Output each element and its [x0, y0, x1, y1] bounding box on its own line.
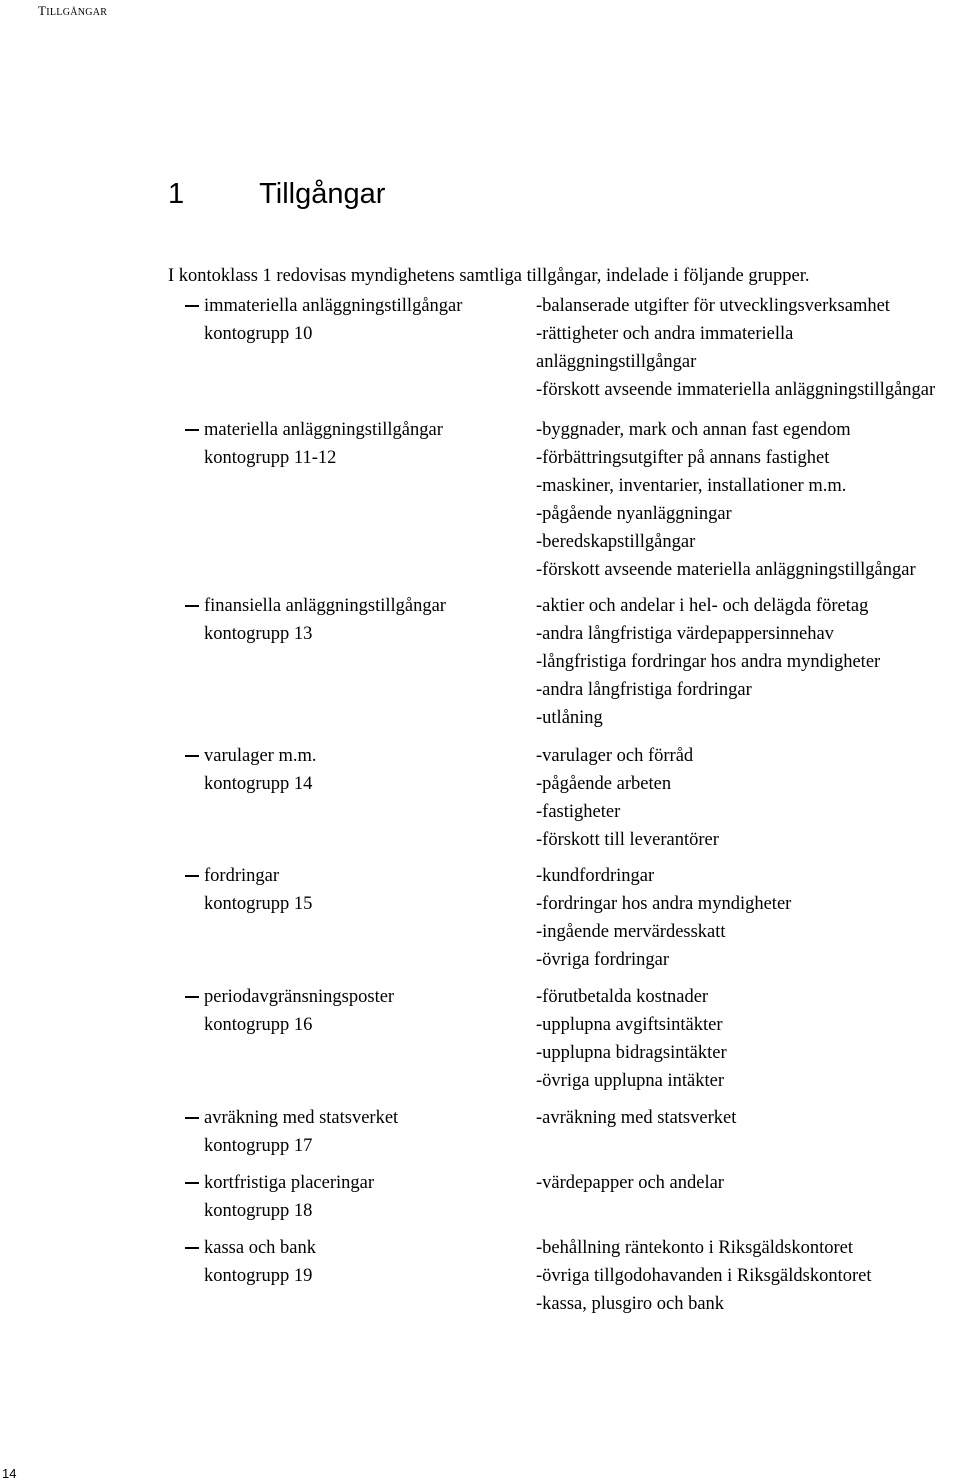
account-item: -behållning räntekonto i Riksgäldskontoret: [536, 1238, 854, 1258]
account-group-title: avräkning med statsverket: [185, 1104, 398, 1132]
account-group-title: periodavgränsningsposter: [185, 983, 394, 1011]
account-group-code: kontogrupp 15: [204, 894, 313, 914]
running-header: [38, 3, 107, 19]
account-group-items: [536, 1104, 736, 1132]
chapter-title: Tillgångar: [259, 178, 386, 210]
account-group-items: [536, 1169, 724, 1197]
account-item: -rättigheter och andra immateriella: [536, 324, 794, 344]
account-group-title: kortfristiga placeringar: [185, 1169, 374, 1197]
account-group-code: kontogrupp 14: [204, 774, 313, 794]
account-item: -byggnader, mark och annan fast egendom: [536, 420, 851, 440]
account-item: -aktier och andelar i hel- och delägda företag: [536, 596, 869, 616]
account-group-title: finansiella anläggningstillgångar: [185, 592, 446, 620]
account-item: -pågående nyanläggningar: [536, 504, 732, 524]
account-item: -fordringar hos andra myndigheter: [536, 894, 792, 914]
account-item: -värdepapper och andelar: [536, 1173, 724, 1193]
account-item: -upplupna bidragsintäkter: [536, 1043, 727, 1063]
running-header-initial: T: [38, 3, 47, 18]
account-item: -förutbetalda kostnader: [536, 987, 709, 1007]
account-group-code: kontogrupp 16: [204, 1015, 313, 1035]
account-group-label: [185, 592, 446, 648]
account-group-items: [536, 1234, 872, 1318]
account-group-items: [536, 742, 719, 854]
account-item: -kassa, plusgiro och bank: [536, 1294, 725, 1314]
account-item: -ingående mervärdesskatt: [536, 922, 726, 942]
account-item: -andra långfristiga värdepappersinnehav: [536, 624, 834, 644]
account-group-code: kontogrupp 13: [204, 624, 313, 644]
account-group-items: [536, 416, 916, 584]
account-group-label: [185, 1104, 398, 1160]
account-group-label: [185, 1169, 374, 1225]
account-group-label: [185, 1234, 316, 1290]
account-item: -beredskapstillgångar: [536, 532, 696, 552]
account-item: -pågående arbeten: [536, 774, 672, 794]
account-group-label: [185, 862, 312, 918]
account-group-items: [536, 862, 791, 974]
account-item: -övriga upplupna intäkter: [536, 1071, 725, 1091]
account-item: -övriga tillgodohavanden i Riksgäldskontoret: [536, 1266, 872, 1286]
page-number: 14: [2, 1466, 17, 1481]
account-group-items: [536, 292, 935, 404]
account-item: -andra långfristiga fordringar: [536, 680, 752, 700]
account-item: -förbättringsutgifter på annans fastighet: [536, 448, 830, 468]
account-group-items: [536, 983, 727, 1095]
chapter-number: 1: [168, 178, 185, 210]
account-item: -varulager och förråd: [536, 746, 694, 766]
account-item: -förskott avseende materiella anläggningstillgångar: [536, 560, 916, 580]
account-group-code: kontogrupp 10: [204, 324, 313, 344]
account-item: -långfristiga fordringar hos andra myndigheter: [536, 652, 881, 672]
account-item: -förskott avseende immateriella anläggningstillgångar: [536, 380, 936, 400]
account-item: -upplupna avgiftsintäkter: [536, 1015, 723, 1035]
account-item: -fastigheter: [536, 802, 621, 822]
account-item: -balanserade utgifter för utvecklingsverksamhet: [536, 296, 890, 316]
account-group-title: materiella anläggningstillgångar: [185, 416, 443, 444]
account-group-title: varulager m.m.: [185, 742, 317, 770]
account-group-title: immateriella anläggningstillgångar: [185, 292, 462, 320]
account-item: -utlåning: [536, 708, 603, 728]
account-group-label: [185, 416, 443, 472]
account-group-code: kontogrupp 17: [204, 1136, 313, 1156]
account-group-code: kontogrupp 11-12: [204, 448, 337, 468]
account-group-title: kassa och bank: [185, 1234, 316, 1262]
account-group-code: kontogrupp 18: [204, 1201, 313, 1221]
account-group-code: kontogrupp 19: [204, 1266, 313, 1286]
intro-paragraph: I kontoklass 1 redovisas myndighetens samtliga tillgångar, indelade i följande grupper.: [168, 266, 810, 286]
account-group-label: [185, 742, 317, 798]
account-item: -kundfordringar: [536, 866, 655, 886]
account-item: -avräkning med statsverket: [536, 1108, 737, 1128]
account-group-label: [185, 983, 394, 1039]
account-item: anläggningstillgångar: [536, 352, 697, 372]
account-group-items: [536, 592, 880, 732]
account-item: -förskott till leverantörer: [536, 830, 719, 850]
account-item: -övriga fordringar: [536, 950, 670, 970]
running-header-rest: ILLGÅNGAR: [46, 7, 108, 18]
account-group-title: fordringar: [185, 862, 312, 890]
account-group-label: [185, 292, 462, 348]
chapter-heading: [168, 178, 385, 211]
account-item: -maskiner, inventarier, installationer m.m.: [536, 476, 847, 496]
